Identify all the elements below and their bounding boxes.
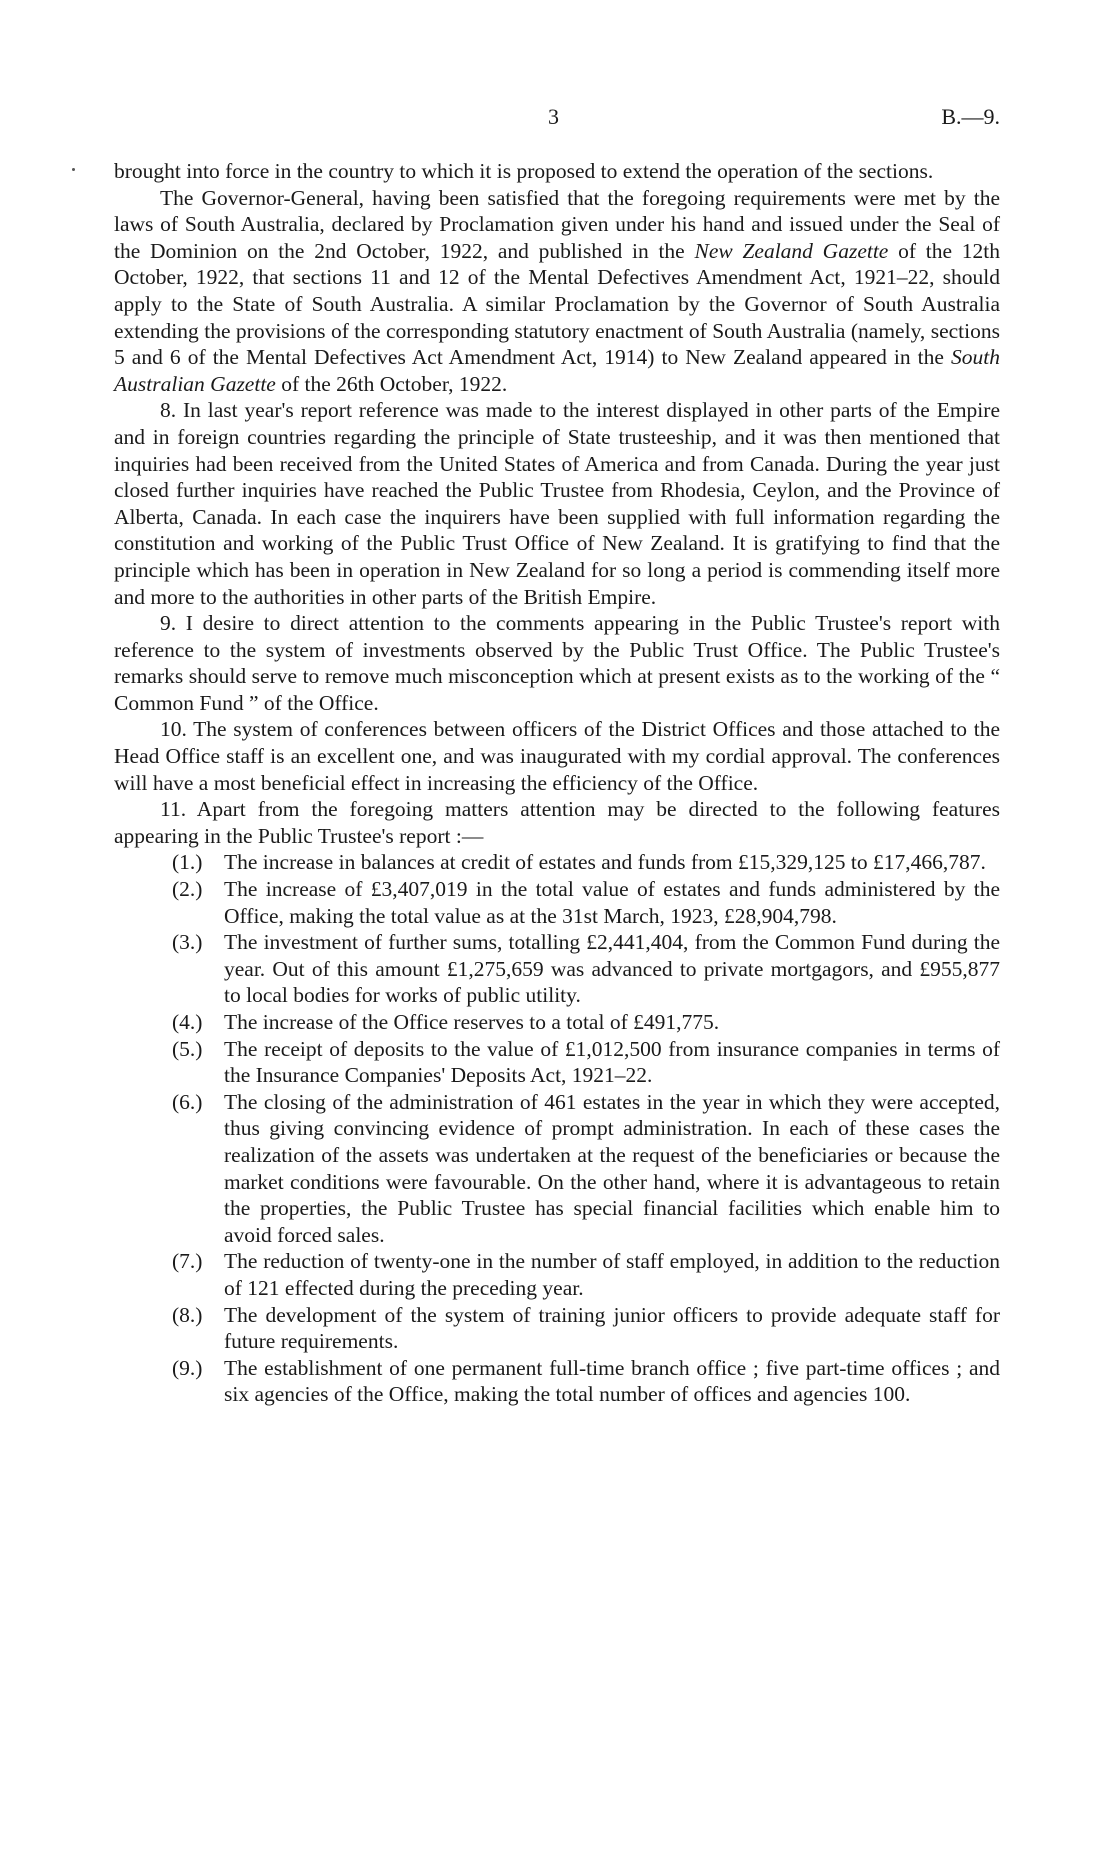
document-body: [114, 158, 1000, 1408]
list-item: [114, 1248, 1000, 1301]
list-item: [114, 1355, 1000, 1408]
paragraph-text: of the 26th October, 1922.: [275, 371, 508, 396]
list-item-number: (4.): [172, 1010, 203, 1034]
list-item-number: (5.): [172, 1036, 203, 1061]
list-item-text: The closing of the administration of 461 estates in the year in which they were accepted, thus giving convincing evidence of prompt administration. In each of these cases the realization of the assets was undertaken at the request of the beneficiaries or because the market conditions were favourable. On the other hand, where it is advantageous to retain the properties, the Public Trustee has special financial facilities which enable him to avoid forced sales.: [224, 1089, 1000, 1247]
list-item: [114, 876, 1000, 929]
list-item-number: (7.): [172, 1249, 203, 1274]
features-list: [114, 849, 1000, 1407]
list-item-text: The development of the system of training junior officers to provide adequate staff for future requirements.: [224, 1302, 1000, 1354]
paragraph-text: The Governor-General, having been satisfied that the foregoing requirements were met by the laws of South Australia, declared by Proclamation given under his hand and issued under the Seal of the Dominion on the 2nd October, 1922, and published in the: [114, 185, 1000, 263]
paragraph-10: 10. The system of conferences between officers of the District Offices and those attached to the Head Office staff is an excellent one, and was inaugurated with my cordial approval. The conferences will have a most beneficial effect in increasing the efficiency of the Office.: [114, 717, 1000, 795]
list-item-number: (9.): [172, 1355, 203, 1380]
gazette-title-nz: New Zealand Gazette: [694, 238, 889, 263]
list-item-number: (8.): [172, 1302, 203, 1327]
list-item: [114, 849, 1000, 876]
paragraph-8: 8. In last year's report reference was made to the interest displayed in other parts of the Empire and in foreign countries regarding the principle of State trusteeship, and it was then mentioned that inquiries had been received from the United States of America and from Canada. During the year just closed further inquiries have reached the Public Trustee from Rhodesia, Ceylon, and the Province of Alberta, Canada. In each case the inquirers have been supplied with full information regarding the constitution and working of the Public Trust Office of New Zealand. It is gratifying to find that the principle which has been in operation in New Zealand for so long a period is commending itself more and more to the authorities in other parts of the British Empire.: [114, 398, 1000, 609]
page-header: [0, 104, 1114, 134]
list-item-text: The establishment of one permanent full-time branch office ; five part-time offices ; and six agencies of the Office, making the total number of offices and agencies 100.: [224, 1355, 1000, 1407]
list-item: [114, 1302, 1000, 1355]
paragraph-9: 9. I desire to direct attention to the comments appearing in the Public Trustee's report with reference to the system of investments observed by the Public Trust Office. The Public Trustee's remarks should serve to remove much misconception which at present exists as to the working of the “ Common Fund ” of the Office.: [114, 611, 1000, 715]
list-item: [114, 1089, 1000, 1249]
list-item-text: The receipt of deposits to the value of £1,012,500 from insurance companies in terms of the Insurance Companies' Deposits Act, 1921–22.: [224, 1036, 1000, 1088]
list-item-number: (3.): [172, 930, 203, 955]
paragraph-text: of the 12th October, 1922, that sections 11 and 12 of the Mental Defectives Amendment Act, 1921–22, should apply to the State of South Australia. A similar Proclamation by the Governor of South Australia extending the provisions of the corresponding statutory enactment of South Australia (namely, sections 5 and 6 of the Mental Defectives Act Amendment Act, 1914) to New Zealand appeared in the: [114, 238, 1000, 370]
list-item: [114, 1009, 1000, 1036]
list-item-number: (2.): [172, 877, 203, 902]
list-item-text: The reduction of twenty-one in the number of staff employed, in addition to the reduction of 121 effected during the preceding year.: [224, 1249, 1000, 1300]
list-item-number: (6.): [172, 1089, 203, 1114]
paragraph-governor-proclamation: [114, 185, 1000, 398]
list-item: [114, 1036, 1000, 1089]
page-number: 3: [548, 104, 559, 129]
margin-mark: [72, 168, 75, 171]
list-item-text: The increase in balances at credit of estates and funds from £15,329,125 to £17,466,787.: [224, 850, 986, 875]
list-item-number: (1.): [172, 850, 203, 875]
paragraph-11: 11. Apart from the foregoing matters attention may be directed to the following features appearing in the Public Trustee's report :—: [114, 797, 1000, 848]
document-reference: B.—9.: [941, 104, 1000, 129]
list-item-text: The increase of the Office reserves to a total of £491,775.: [224, 1010, 720, 1034]
paragraph-continuation: brought into force in the country to which it is proposed to extend the operation of the sections.: [114, 159, 934, 183]
gazette-title-sa: South Australian Gazette: [114, 345, 1000, 396]
list-item-text: The increase of £3,407,019 in the total value of estates and funds administered by the Office, making the total value as at the 31st March, 1923, £28,904,798.: [224, 877, 1000, 928]
list-item-text: The investment of further sums, totalling £2,441,404, from the Common Fund during the year. Out of this amount £1,275,659 was advanced to private mortgagors, and £955,877 to local bodies for works of public utility.: [224, 930, 1000, 1008]
list-item: [114, 929, 1000, 1009]
